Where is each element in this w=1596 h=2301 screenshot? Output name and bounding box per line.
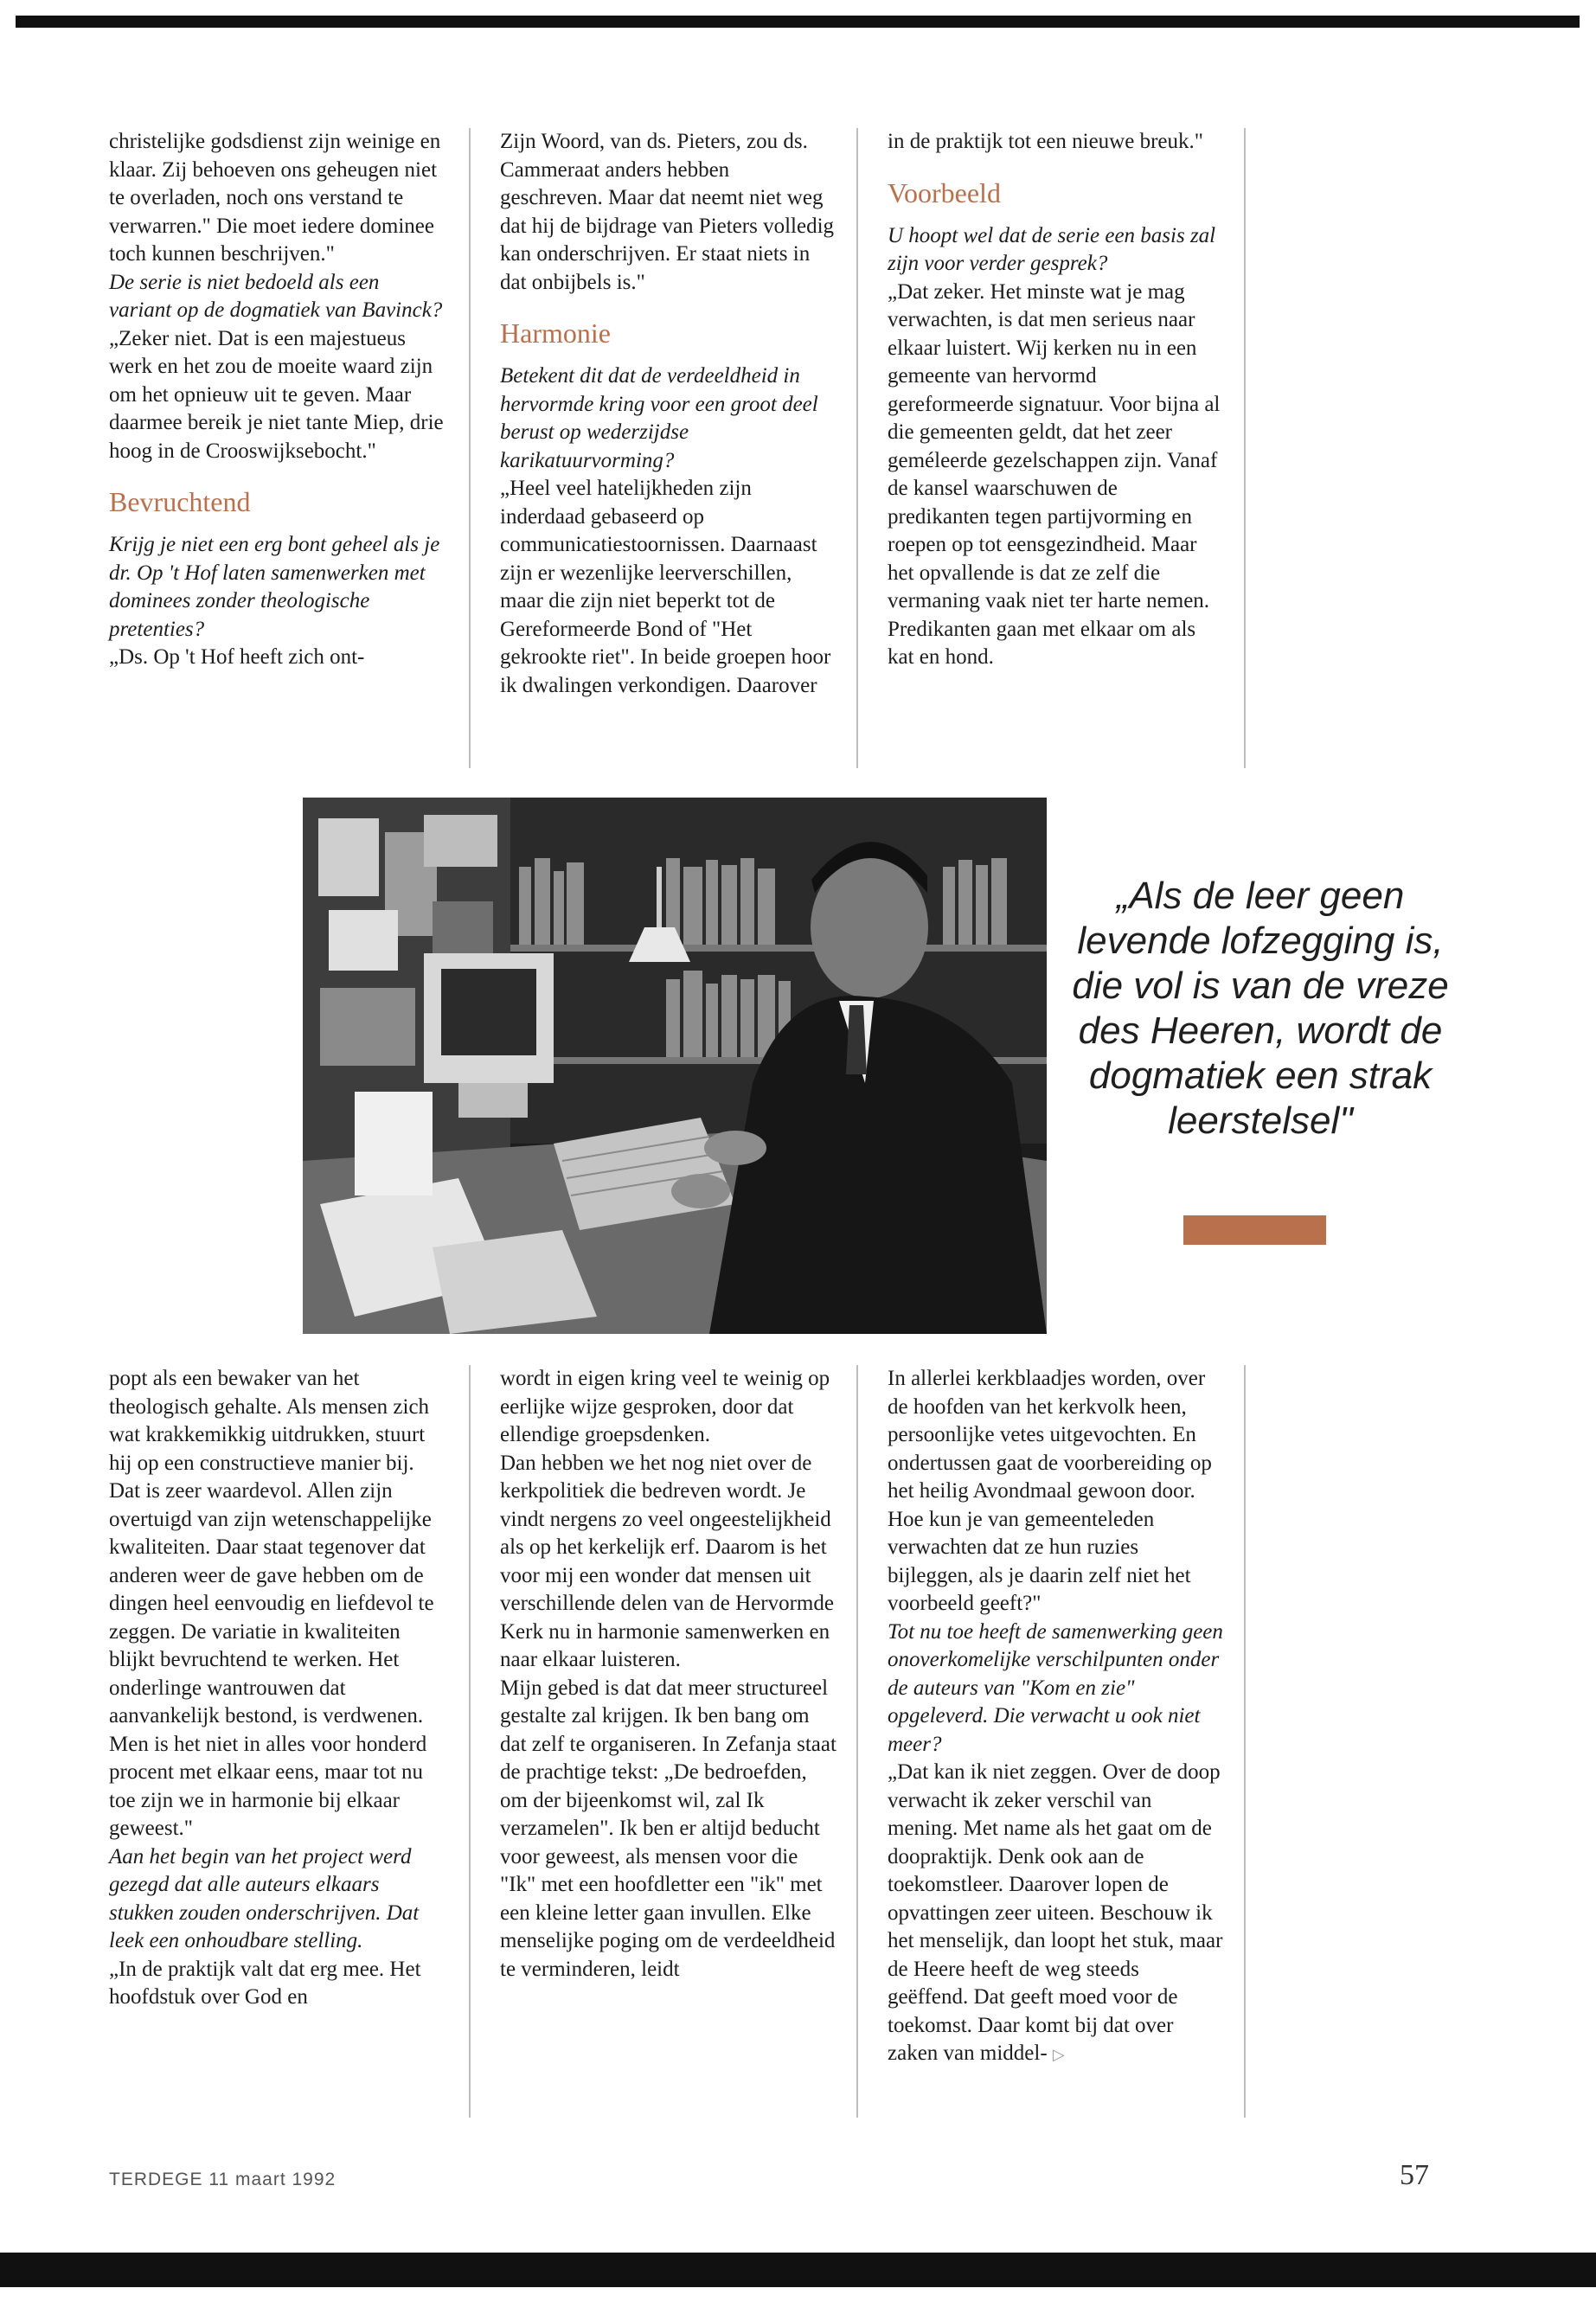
top-column-1: [109, 128, 446, 672]
bottom-border-bar: [0, 2253, 1596, 2287]
column-divider: [856, 128, 858, 768]
paragraph: wordt in eigen kring veel te weinig op eerlijke wijze gesproken, door dat ellendige groepsdenken.: [500, 1367, 830, 1446]
section-heading-bevruchtend: Bevruchtend: [109, 486, 251, 517]
top-column-2: [500, 128, 837, 700]
paragraph: „In de praktijk valt dat erg mee. Het hoofdstuk over God en: [109, 1957, 421, 2009]
paragraph: popt als een bewaker van het theologisch gehalte. Als mensen zich wat krakkemikkig uitdrukken, stuurt hij op een constructieve manier bij. Dat is zeer waardevol. Allen zijn overtuigd van zijn wetenschappelijke kwaliteiten. Daar staat tegenover dat anderen weer de gave hebben om de dingen heel eenvoudig en liefdevol te zeggen. De variatie in kwaliteiten blijkt bevruchtend te werken. Het onderlinge wantrouwen dat aanvankelijk bestond, is verdwenen. Men is het niet in alles voor honderd procent met elkaar eens, maar tot nu toe zijn we in harmonie bij elkaar geweest.": [109, 1367, 434, 1840]
bottom-column-2: [500, 1365, 837, 1984]
column-divider: [1244, 128, 1246, 768]
paragraph: „Zeker niet. Dat is een majestueus werk en het zou de moeite waard zijn om het opnieuw uit te geven. Maar daarmee bereik je niet tante Miep, drie hoog in de Crooswijksebocht.": [109, 326, 444, 463]
column-divider: [469, 128, 471, 768]
interview-photo: [303, 798, 1047, 1334]
paragraph: Zijn Woord, van ds. Pieters, zou ds. Cammeraat anders hebben geschreven. Maar dat neemt niet weg dat hij de bijdrage van Pieters volledig kan onderschrijven. Er staat niets in dat onbijbels is.": [500, 130, 835, 294]
paragraph: „Dat zeker. Het minste wat je mag verwachten, is dat men serieus naar elkaar luistert. Wij kerken nu in een gemeente van hervormd gereformeerde signatuur. Voor bijna al die gemeenten geldt, dat het zeer geméleerde gezelschappen zijn. Vanaf de kansel waarschuwen de predikanten tegen partijvorming en roepen op tot eensgezindheid. Maar het opvallende is dat ze zelf die vermaning vaak niet ter harte nemen. Predikanten gaan met elkaar om als kat en hond.: [888, 279, 1221, 669]
section-heading-harmonie: Harmonie: [500, 317, 611, 349]
section-heading-voorbeeld: Voorbeeld: [888, 176, 1001, 208]
paragraph: in de praktijk tot een nieuwe breuk.": [888, 130, 1203, 153]
paragraph: christelijke godsdienst zijn weinige en klaar. Zij behoeven ons geheugen niet te overladen, noch ons verstand te verwarren." Die moet iedere dominee toch kunnen beschrijven.": [109, 130, 441, 266]
paragraph: Dan hebben we het nog niet over de kerkpolitiek die bedreven wordt. Je vindt nergens zo veel ongeestelijkheid als op het kerkelijk erf. Daarom is het voor mij een wonder dat mensen uit verschillende delen van de Hervormde Kerk nu in harmonie samenwerken en naar elkaar luisteren.: [500, 1451, 834, 1671]
paragraph: In allerlei kerkblaadjes worden, over de hoofden van het kerkvolk heen, persoonlijke vetes uitgevochten. En ondertussen gaat de voorbereiding op het heilig Avondmaal gewoon door. Hoe kun je van gemeenteleden verwachten dat ze hun ruzies bijleggen, als je daarin zelf niet het voorbeeld geeft?": [888, 1367, 1212, 1615]
paragraph: Mijn gebed is dat dat meer structureel gestalte zal krijgen. Ik ben bang om dat zelf te organiseren. In Zefanja staat de prachtige tekst: „De bedroefden, om der bijeenkomst wil, zal Ik verzamelen". Ik ben er altijd beducht voor geweest, als mensen voor die "Ik" met een hoofdletter een "ik" met een kleine letter gaan invullen. Elke menselijke poging om de verdeeldheid te verminderen, leidt: [500, 1676, 836, 1981]
column-divider: [1244, 1365, 1246, 2118]
paragraph: „Heel veel hatelijkheden zijn inderdaad gebaseerd op communicatiestoornissen. Daarnaast zijn er wezenlijke leerverschillen, maar die zijn niet beperkt tot de Gereformeerde Bond of "Het gekrookte riet". In beide groepen hoor ik dwalingen verkondigen. Daarover: [500, 477, 831, 697]
top-border-bar: [16, 16, 1580, 28]
interview-question: Tot nu toe heeft de samenwerking geen onoverkomelijke verschilpunten onder de auteurs van "Kom en zie" opgeleverd. Die verwacht u ook niet meer?: [888, 1619, 1223, 1756]
interview-question: Aan het begin van het project werd gezegd dat alle auteurs elkaars stukken zouden onderschrijven. Dat leek een onhoudbare stelling.: [109, 1844, 420, 1952]
interview-question: U hoopt wel dat de serie een basis zal zijn voor verder gesprek?: [888, 223, 1216, 275]
column-divider: [469, 1365, 471, 2118]
photo-illustration: [303, 798, 1047, 1334]
pull-quote: „Als de leer geen levende lofzegging is, die vol is van de vreze des Heeren, wordt de dogmatiek een strak leerstelsel": [1072, 875, 1449, 1142]
bottom-column-3: [888, 1365, 1225, 2069]
magazine-issue: TERDEGE 11 maart 1992: [109, 2170, 337, 2189]
paragraph-text: „Dat kan ik niet zeggen. Over de doop verwacht ik zeker verschil van mening. Met name als het gaat om de doopraktijk. Denk ook aan de toekomstleer. Daarover lopen de opvattingen zeer uiteen. Beschouw ik het menselijk, dan loopt het stuk, maar de Heere heeft de weg steeds geëffend. Dat geeft moed voor de toekomst. Daar komt bij dat over zaken van middel-: [888, 1760, 1223, 2065]
paragraph: [888, 1759, 1225, 2069]
paragraph: „Ds. Op 't Hof heeft zich ont-: [109, 645, 365, 669]
interview-question: De serie is niet bedoeld als een variant op de dogmatiek van Bavinck?: [109, 270, 443, 322]
column-divider: [856, 1365, 858, 2118]
top-column-3: [888, 128, 1225, 672]
page-number: 57: [1400, 2159, 1429, 2191]
interview-question: Krijg je niet een erg bont geheel als je dr. Op 't Hof laten samenwerken met dominees zonder theologische pretenties?: [109, 533, 440, 641]
interview-question: Betekent dit dat de verdeeldheid in hervormde kring voor een groot deel berust op wederzijdse karikatuurvorming?: [500, 364, 818, 472]
bottom-column-1: [109, 1365, 446, 2012]
continue-arrow-icon: ▷: [1052, 2046, 1065, 2063]
accent-bar: [1183, 1215, 1326, 1245]
